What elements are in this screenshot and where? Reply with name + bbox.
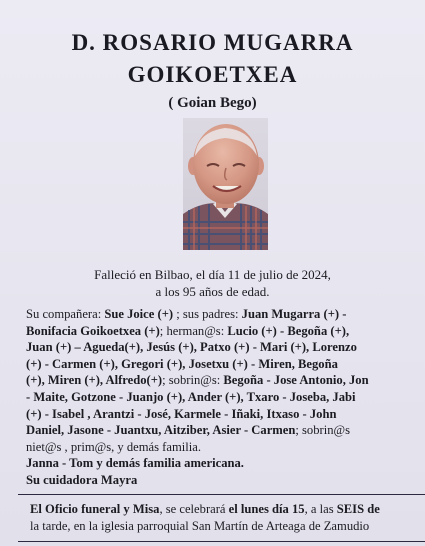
family-list <box>26 306 425 489</box>
label-companion: Su compañera: <box>26 307 105 321</box>
funeral-line-1 <box>30 501 380 518</box>
funeral-service-label: El Oficio funeral y Misa <box>30 502 160 516</box>
father-name: Juan Mugarra (+) - <box>241 307 347 321</box>
label-siblings: ; herman@s: <box>159 323 228 338</box>
funeral-date: el lunes día 15 <box>228 502 305 516</box>
family-line-2 <box>26 323 425 340</box>
companion-name: Sue Joice (+) <box>104 307 174 321</box>
nephews-names-1: Begoña - Jose Antonio, Jon <box>223 373 369 388</box>
family-line-9: niet@s , prim@s, y demás familia. <box>26 439 201 454</box>
siblings-names-end: (+), Miren (+), Alfredo(+) <box>26 373 163 388</box>
age-line: a los 95 años de edad. <box>155 284 270 299</box>
deceased-name-line1: D. ROSARIO MUGARRA <box>71 30 354 55</box>
divider-bottom <box>18 541 425 542</box>
family-line-6: - Maite, Gotzone - Juanjo (+), Ander (+), Txaro - Joseba, Jabi <box>26 389 356 404</box>
deceased-name-line2: GOIKOETXEA <box>127 62 298 87</box>
family-line-3: Juan (+) – Agueda(+), Jesús (+), Patxo (+) - Mari (+), Lorenzo <box>26 340 357 355</box>
funeral-text-1: , se celebrará <box>159 502 229 516</box>
label-parents: ; sus padres: <box>173 307 242 321</box>
family-line-1 <box>26 306 425 323</box>
family-line-5 <box>26 372 425 389</box>
funeral-time: SEIS de <box>336 502 380 516</box>
siblings-names-1: Lucio (+) - Begoña (+), <box>227 323 350 338</box>
family-line-7: (+) - Isabel , Arantzi - José, Karmele - Iñaki, Itxaso - John <box>26 406 337 421</box>
funeral-info <box>30 501 380 534</box>
death-announcement <box>0 266 425 300</box>
mother-name: Bonifacia Goikoetxea (+) <box>26 323 160 338</box>
american-family-line: Janna - Tom y demás familia americana. <box>26 456 244 471</box>
funeral-text-2: , a las <box>304 502 337 516</box>
nephews-names-end: Daniel, Jasone - Juantxu, Aitziber, Asier - Carmen <box>26 423 296 438</box>
family-line-4: (+) - Carmen (+), Gregori (+), Josetxu (+) - Miren, Begoña <box>26 356 338 371</box>
label-nephews: ; sobrin@s: <box>162 373 224 388</box>
portrait-photo <box>183 118 268 250</box>
label-grand-nephews: ; sobrin@s <box>295 423 351 438</box>
rest-in-peace-subtitle: ( Goian Bego) <box>168 95 257 111</box>
divider-top <box>18 494 425 495</box>
portrait-image <box>183 118 268 250</box>
funeral-line-2: la tarde, en la iglesia parroquial San Martín de Arteaga de Zamudio <box>30 518 370 533</box>
family-line-8 <box>26 422 425 439</box>
death-date-line: Falleció en Bilbao, el día 11 de julio de 2024, <box>94 267 331 282</box>
caregiver-line: Su cuidadora Mayra <box>26 472 138 487</box>
